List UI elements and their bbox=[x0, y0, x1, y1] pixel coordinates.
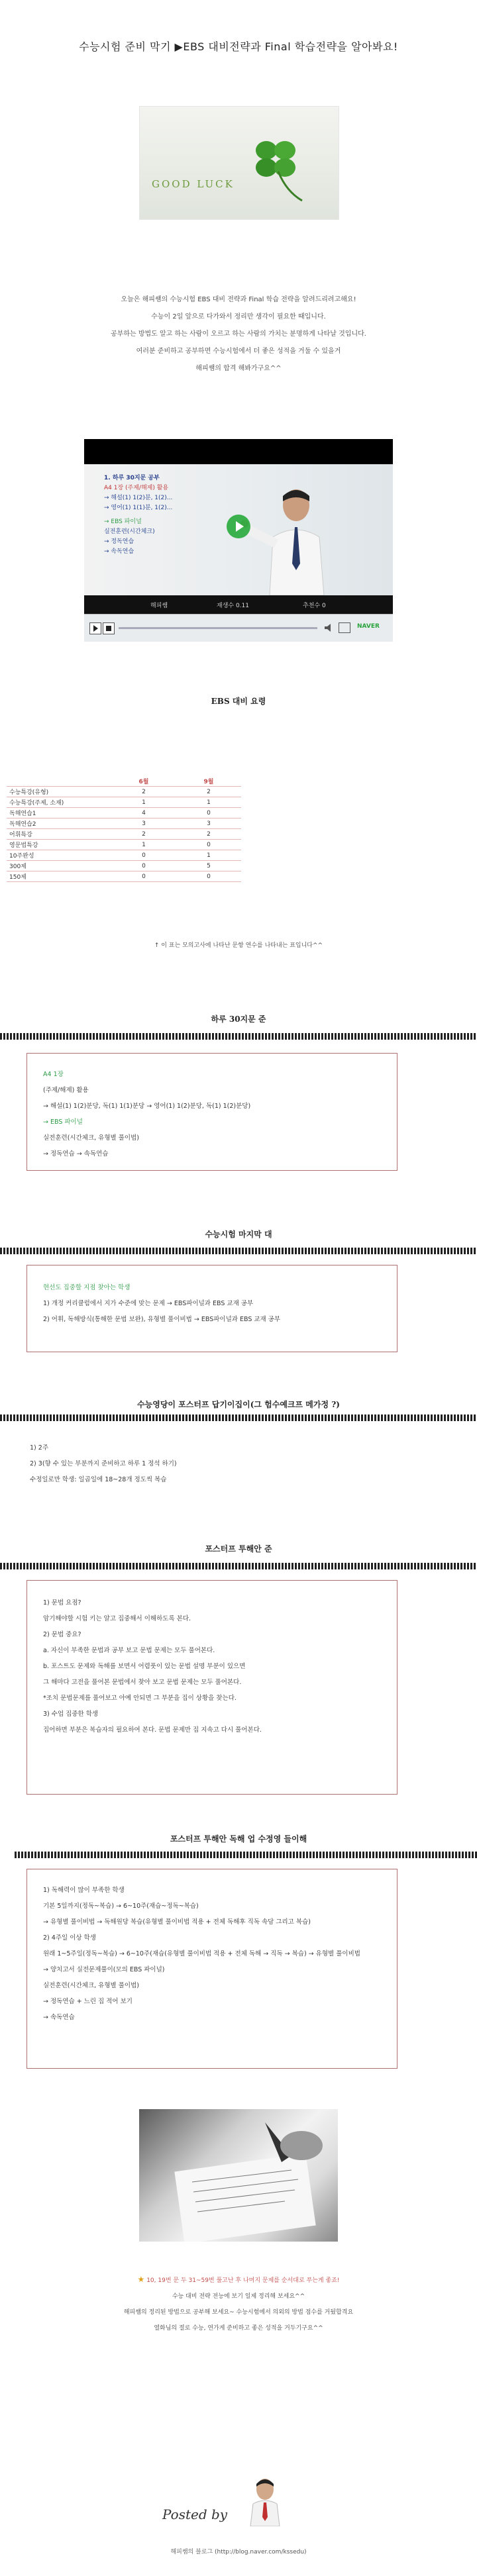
section5-box bbox=[26, 1869, 398, 2069]
table-header-cell bbox=[7, 776, 111, 787]
section4-heading: 포스터프 투해안 준 bbox=[205, 1544, 272, 1554]
play-button[interactable] bbox=[89, 622, 101, 634]
box-line: 원래 1~5주일(정독~복습) → 6~10주(재습(유형별 풀이비법 적용 + 전체 독해 → 직독 → 복습) → 유형별 풀이비법 bbox=[43, 1950, 360, 1957]
board-line: → 속독연습 bbox=[104, 548, 134, 555]
box-line: → 정독연습 → 속독연습 bbox=[43, 1150, 109, 1158]
table-cell: 수능특강(유형) bbox=[7, 787, 111, 797]
box-line: *조치 문법문제를 풀어보고 아예 안되면 그 부분을 집이 상황을 찾는다. bbox=[43, 1695, 237, 1702]
ebs-section-heading: EBS 대비 요령 bbox=[211, 697, 266, 706]
board-line: → 해설(1) 1(2)분, 1(2)... bbox=[104, 495, 173, 501]
author-signature: 해피쌤의 블로그 (http://blog.naver.com/kssedu) bbox=[170, 2549, 307, 2555]
intro-line: 여러분 준비하고 공부하면 수능시험에서 더 좋은 성적을 거둘 수 있을거 bbox=[136, 348, 341, 355]
board-line: 실전훈련(시간체크) bbox=[104, 528, 155, 535]
volume-icon[interactable] bbox=[324, 622, 335, 632]
box-line: 1) 개정 커리큘럼에서 지가 수준에 맞는 문제 → EBS파이널과 EBS 교재 공부 bbox=[43, 1300, 254, 1307]
board-line: 1. 하루 30지문 공부 bbox=[104, 475, 160, 481]
study-photo bbox=[139, 2109, 338, 2242]
video-recommend-count: 추천수 0 bbox=[303, 603, 326, 609]
table-cell: 4 bbox=[111, 808, 176, 818]
box-line: → EBS 파이널 bbox=[43, 1118, 83, 1126]
box-line: A4 1장 bbox=[43, 1071, 64, 1078]
table-cell: 독해연습1 bbox=[7, 808, 111, 818]
box-line: b. 포스트도 문제와 독해를 보면서 어렴풋이 있는 문법 설명 부분이 있으면 bbox=[43, 1663, 246, 1670]
box-line: → 유형별 풀이비법 → 독해원당 복습(유형별 풀이비법 적용 + 전체 독해후 직독 속담 그리고 복습) bbox=[43, 1918, 311, 1926]
author-avatar bbox=[245, 2473, 285, 2526]
table-cell: 300제 bbox=[7, 861, 111, 871]
video-controls bbox=[84, 614, 393, 642]
closing-line: 열화님의 절로 수능, 연가게 준비하고 좋은 성적을 거두기구요^^ bbox=[154, 2325, 323, 2332]
table-cell: 어휘특강 bbox=[7, 829, 111, 840]
closing-highlight: 10, 19번 문 두 31~59번 풀고난 후 나머지 문제를 순서대로 푸는게 좋죠! bbox=[146, 2277, 340, 2284]
table-cell: 150제 bbox=[7, 871, 111, 882]
table-cell: 1 bbox=[111, 797, 176, 808]
section4-divider bbox=[0, 1563, 477, 1569]
section2-divider bbox=[0, 1248, 477, 1254]
posted-by-text bbox=[162, 2506, 227, 2522]
table-row bbox=[7, 850, 241, 861]
table-row bbox=[7, 829, 241, 840]
section3-divider bbox=[0, 1414, 477, 1421]
table-cell: 2 bbox=[176, 787, 241, 797]
naver-logo: NAVER bbox=[357, 623, 380, 630]
box-line: 암기해야할 시험 키는 알고 집중해서 이해하도록 본다. bbox=[43, 1615, 191, 1622]
page-title: 수능시험 준비 막기 ▶EBS 대비전략과 Final 학습전략을 알아봐요! bbox=[79, 40, 398, 53]
intro-line: 오늘은 해피쌤의 수능시험 EBS 대비 전략과 Final 학습 전략을 알려드리려고해요! bbox=[121, 296, 356, 303]
closing-line bbox=[0, 2271, 477, 2289]
box-line: → 정독연습 + 느린 집 적어 보기 bbox=[43, 1998, 132, 2005]
video-author: 해피쌤 bbox=[150, 603, 168, 609]
box-line: → 속독연습 bbox=[43, 2014, 75, 2021]
intro-line: 해피쌤의 합격 해봐가구요^^ bbox=[195, 365, 282, 372]
closing-line: 해피쌤의 정리된 방법으로 공부해 보세요~ 수능시험에서 의외의 방법 점수를 거뒀합격요 bbox=[123, 2309, 354, 2316]
box-line: 3) 수업 집중한 학생 bbox=[43, 1710, 99, 1718]
table-cell: 0 bbox=[176, 871, 241, 882]
section5-divider bbox=[15, 1852, 477, 1858]
posted-by-label: Posted by bbox=[162, 2506, 228, 2522]
box-line: → 양치고서 실전문제풀이(모의 EBS 파이널) bbox=[43, 1966, 165, 1973]
video-play-count: 재생수 0.11 bbox=[217, 603, 249, 609]
box-line: (주제/해제) 활용 bbox=[43, 1087, 89, 1094]
table-cell: 0 bbox=[111, 861, 176, 871]
board-line: A4 1장 (주제/해제) 활용 bbox=[104, 485, 169, 491]
box-line: a. 자신이 부족한 문법과 공부 보고 문법 문제는 모두 풀어본다. bbox=[43, 1647, 215, 1654]
video-player[interactable] bbox=[84, 439, 393, 641]
pen-writing-image bbox=[139, 2109, 338, 2242]
table-cell: 1 bbox=[176, 797, 241, 808]
table-cell: 2 bbox=[111, 829, 176, 840]
table-cell: 10주완성 bbox=[7, 850, 111, 861]
section1-box bbox=[26, 1053, 398, 1171]
section2-heading: 수능시험 마지막 대 bbox=[205, 1230, 272, 1239]
box-line: 현선도 집중할 지점 찾아는 학생 bbox=[43, 1284, 131, 1291]
author-portrait bbox=[245, 2473, 285, 2526]
text-line: 1) 2주 bbox=[30, 1444, 48, 1452]
stop-button[interactable] bbox=[103, 622, 115, 634]
box-line: 1) 독해력이 많이 부족한 학생 bbox=[43, 1887, 125, 1894]
video-info-bar bbox=[84, 595, 393, 614]
closing-text bbox=[0, 2271, 477, 2336]
section3-heading: 수능영당이 포스터프 답기이집이(그 험수예크프 메가정 ?) bbox=[137, 1400, 340, 1409]
box-line: 실전훈련(시간체크, 유형별 풀이법) bbox=[43, 1134, 139, 1142]
table-cell: 5 bbox=[176, 861, 241, 871]
table-cell: 2 bbox=[111, 787, 176, 797]
table-header-cell: 9월 bbox=[176, 776, 241, 787]
star-icon: ★ bbox=[137, 2275, 145, 2284]
play-icon[interactable] bbox=[227, 515, 250, 538]
ebs-table-note: ↑ 이 표는 모의고사에 나타난 문항 연수를 나타내는 표입니다^^ bbox=[154, 942, 323, 949]
box-line: 실전훈련(시간체크, 유형별 풀이법) bbox=[43, 1982, 139, 1989]
text-line: 2) 3(향 수 있는 부분까지 준비하고 하루 1 정석 하기) bbox=[30, 1460, 177, 1467]
ebs-table bbox=[7, 776, 241, 882]
box-line: 기본 5일까지(정독~복습) → 6~10주(재습~정독~복습) bbox=[43, 1903, 199, 1910]
table-cell: 3 bbox=[111, 818, 176, 829]
table-cell: 0 bbox=[111, 850, 176, 861]
table-header-row bbox=[7, 776, 241, 787]
section5-heading: 포스터프 투해안 독해 업 수정영 들이해 bbox=[170, 1834, 307, 1844]
table-cell: 독해연습2 bbox=[7, 818, 111, 829]
box-line: 2) 어휘, 독해방식(통해한 문법 보완), 유형별 풀이비법 → EBS파이널과 EBS 교재 공부 bbox=[43, 1316, 281, 1323]
box-line: 1) 문법 요점? bbox=[43, 1599, 81, 1607]
section3-text bbox=[30, 1440, 177, 1488]
box-line: → 해설(1) 1(2)분당, 독(1) 1(1)분당 → 영어(1) 1(2)분당, 독(1) 1(2)분당) bbox=[43, 1103, 251, 1110]
section2-box bbox=[26, 1265, 398, 1352]
table-cell: 수능특강(주제, 소재) bbox=[7, 797, 111, 808]
video-screen[interactable] bbox=[84, 464, 393, 595]
table-row bbox=[7, 787, 241, 797]
closing-line: 수능 대비 전략 전능에 보기 일제 정리해 보세요^^ bbox=[172, 2293, 305, 2300]
text-line: 수정일로만 학생: 일곱일에 18~28개 정도씩 복습 bbox=[30, 1476, 167, 1483]
table-cell: 3 bbox=[176, 818, 241, 829]
box-line: 집어하면 부분은 복습자의 필요하여 본다. 문법 문제만 집 지속고 다시 풀어본다. bbox=[43, 1726, 262, 1734]
box-line: 그 해마다 고전을 풀어본 문법에서 찾아 보고 문법 문제는 모두 풀어본다. bbox=[43, 1679, 242, 1686]
fullscreen-icon[interactable] bbox=[339, 622, 350, 633]
section1-divider bbox=[0, 1033, 477, 1040]
table-row bbox=[7, 871, 241, 882]
seek-bar[interactable] bbox=[119, 627, 317, 629]
board-line: → 정독연습 bbox=[104, 538, 134, 545]
table-cell: 1 bbox=[111, 840, 176, 850]
table-row bbox=[7, 840, 241, 850]
good-luck-image bbox=[139, 106, 339, 220]
table-cell: 0 bbox=[176, 808, 241, 818]
clover-icon bbox=[140, 107, 339, 219]
table-row bbox=[7, 797, 241, 808]
box-line: 2) 4주일 이상 학생 bbox=[43, 1934, 96, 1942]
board-line: → 영어(1) 1(1)분, 1(2)... bbox=[104, 505, 173, 511]
box-line: 2) 문법 중요? bbox=[43, 1631, 81, 1638]
table-row bbox=[7, 808, 241, 818]
intro-text bbox=[0, 291, 477, 377]
good-luck-text: GOOD LUCK bbox=[152, 178, 235, 190]
table-header-cell: 6월 bbox=[111, 776, 176, 787]
section4-box bbox=[26, 1580, 398, 1795]
intro-line: 공부하는 방법도 알고 하는 사람이 오르고 하는 사람의 가치는 분명하게 나타날 것입니다. bbox=[111, 330, 366, 338]
intro-line: 수능이 2일 앞으로 다가와서 정리만 생각이 필요한 때입니다. bbox=[151, 313, 326, 321]
section1-heading: 하루 30지문 준 bbox=[211, 1015, 266, 1024]
ebs-table-wrap bbox=[7, 776, 241, 882]
table-row bbox=[7, 861, 241, 871]
table-cell: 1 bbox=[176, 850, 241, 861]
table-cell: 0 bbox=[176, 840, 241, 850]
table-cell: 0 bbox=[111, 871, 176, 882]
table-row bbox=[7, 818, 241, 829]
table-cell: 영문법특강 bbox=[7, 840, 111, 850]
board-line: → EBS 파이널 bbox=[104, 519, 142, 525]
table-cell: 2 bbox=[176, 829, 241, 840]
